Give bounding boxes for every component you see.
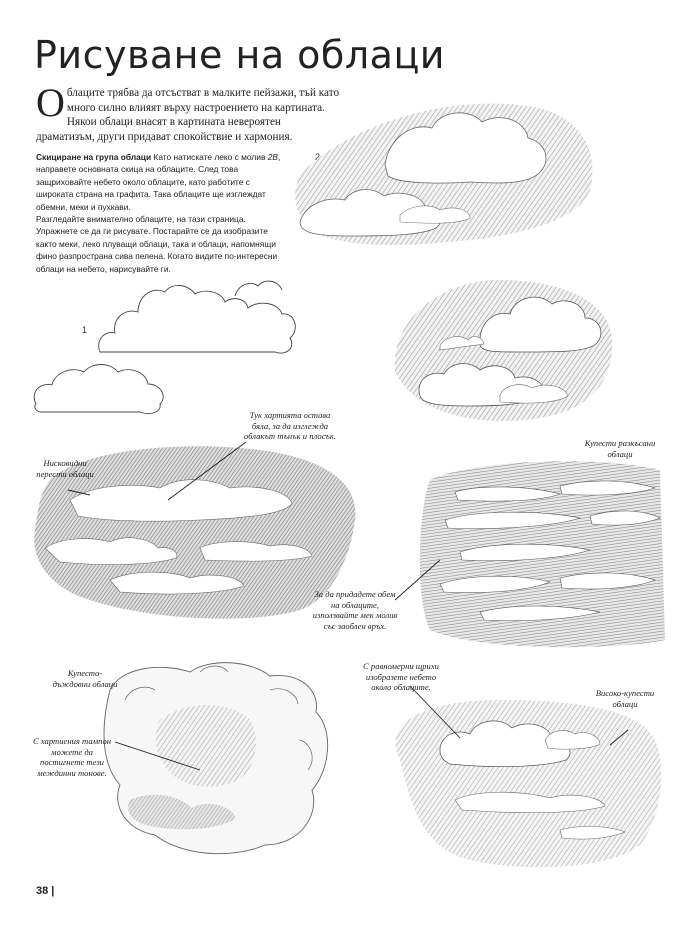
caption-cumulonimbus: Купесто-дъждовни облаци <box>52 668 118 689</box>
drop-cap: О <box>36 80 65 125</box>
caption-paper-tampon: С хартиения тампон можете да постигнете тези междинни тонове. <box>32 736 112 778</box>
step-number-2: 2 <box>315 152 321 162</box>
caption-high-cumulus: Високо-купести облаци <box>595 688 655 709</box>
page-number: 38 | <box>36 885 55 897</box>
caption-torn-cumulus: Купести разкъсани облаци <box>584 438 656 459</box>
step-number-1: 1 <box>82 325 88 335</box>
caption-low-cirrus: Нисковидни перести облаци <box>36 458 94 479</box>
sketching-heading: Скициране на група облаци <box>36 152 152 162</box>
cumulonimbus-cloud <box>104 663 328 854</box>
caption-even-strokes: С равномерни щрихи изобразете небето около облаците. <box>363 661 439 693</box>
sketch-1-outline-clouds <box>34 281 295 414</box>
caption-volume: За да придадете обем на облаците, използвайте мек молив със заоблен връх. <box>312 589 398 631</box>
practice-paragraph: Разгледайте внимателно облаците, на тази страница. Упражнете се да ги рисувате. Постарайте се да изобразите както меки, леко плуващи облаци, така и облаци, напомнящи фино разпространа сива пелена. Когато видите по-интересни облаци на небето, нарисувайте ги. <box>36 214 278 274</box>
pencil-grade: 2B <box>267 152 278 162</box>
high-cumulus-clouds <box>396 700 662 867</box>
caption-paper-white: Тук хартията остава бяла, за да изглежда облакът тънък и плосък. <box>243 410 337 442</box>
sketching-text-after: , направете основната скица на облаците. След това защриховайте небето около облаците, като работите с широката страна на графита. Така облаците ще изглеждат обемни, меки и пухкави. <box>36 152 281 212</box>
sketch-3-cumulus <box>395 280 612 421</box>
page-title: Рисуване на облаци <box>34 33 446 77</box>
sketch-2-clouds <box>295 104 592 245</box>
intro-text: блаците трябва да отсъстват в малките пейзажи, тъй като много силно влияят върху настроението на картината. Някои облаци внасят в картината невероятен драматизъм, други придават спокойствие и хармония. <box>36 87 340 143</box>
torn-cumulus-clouds <box>420 461 665 647</box>
sketching-text-before: Като натискате леко с молив <box>151 152 268 162</box>
